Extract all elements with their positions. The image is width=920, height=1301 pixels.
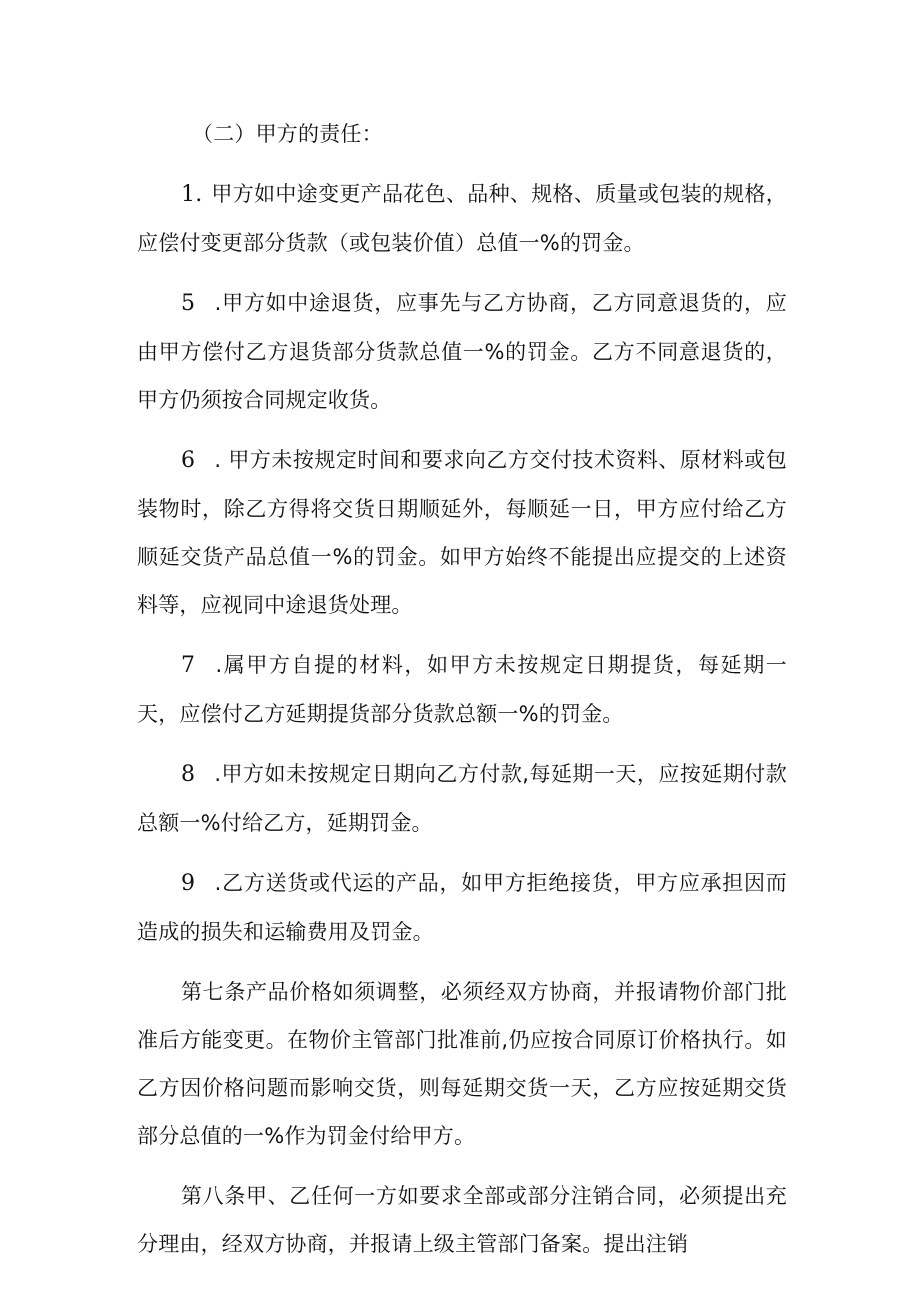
clause-paragraph <box>137 859 787 956</box>
clause-text: . 甲方未按规定时间和要求向乙方交付技术资料、原材料或包装物时，除乙方得将交货日期顺延外，每顺延一日，甲方应付给乙方顺延交货产品总值一%的罚金。如甲方始终不能提出应提交的上述资料等，应视同中途退货处理。 <box>137 448 787 617</box>
clause-number: 5 <box>181 291 196 316</box>
clause-paragraph <box>137 279 787 424</box>
clause-text: 甲方如中途变更产品花色、品种、规格、质量或包装的规格，应偿付变更部分货款（或包装价值）总值一%的罚金。 <box>137 182 787 255</box>
clause-paragraph <box>137 750 787 847</box>
clause-text: .乙方送货或代运的产品，如甲方拒绝接货，甲方应承担因而造成的损失和运输费用及罚金。 <box>137 871 787 944</box>
clause-text: .属甲方自提的材料，如甲方未按规定日期提货，每延期一天，应偿付乙方延期提货部分货款总额一%的罚金。 <box>137 653 787 726</box>
article-text: 第八条甲、乙任何一方如要求全部或部分注销合同，必须提出充分理由，经双方协商，并报请上级主管部门备案。提出注销 <box>137 1184 787 1256</box>
clause-number: 1. <box>181 182 203 207</box>
clause-text: .甲方如未按规定日期向乙方付款,每延期一天，应按延期付款总额一%付给乙方，延期罚金。 <box>137 762 787 835</box>
clause-number: 8 <box>181 762 196 787</box>
clause-paragraph <box>137 641 787 738</box>
article-text: 第七条产品价格如须调整，必须经双方协商，并报请物价部门批准后方能变更。在物价主管部门批准前,仍应按合同原订价格执行。如乙方因价格问题而影响交货，则每延期交货一天，乙方应按延期交货部分总值的一%作为罚金付给甲方。 <box>137 980 787 1148</box>
clause-number: 9 <box>181 871 196 896</box>
clause-text: .甲方如中途退货，应事先与乙方协商，乙方同意退货的，应由甲方偿付乙方退货部分货款总值一%的罚金。乙方不同意退货的，甲方仍须按合同规定收货。 <box>137 291 787 412</box>
clause-number: 7 <box>181 653 196 678</box>
document-body <box>137 110 787 1280</box>
article-paragraph <box>137 968 787 1160</box>
clause-paragraph <box>137 170 787 267</box>
clause-number: 6 <box>181 448 196 473</box>
article-paragraph <box>137 1172 787 1268</box>
clause-paragraph <box>137 436 787 629</box>
section-heading: （二）甲方的责任： <box>192 122 383 146</box>
